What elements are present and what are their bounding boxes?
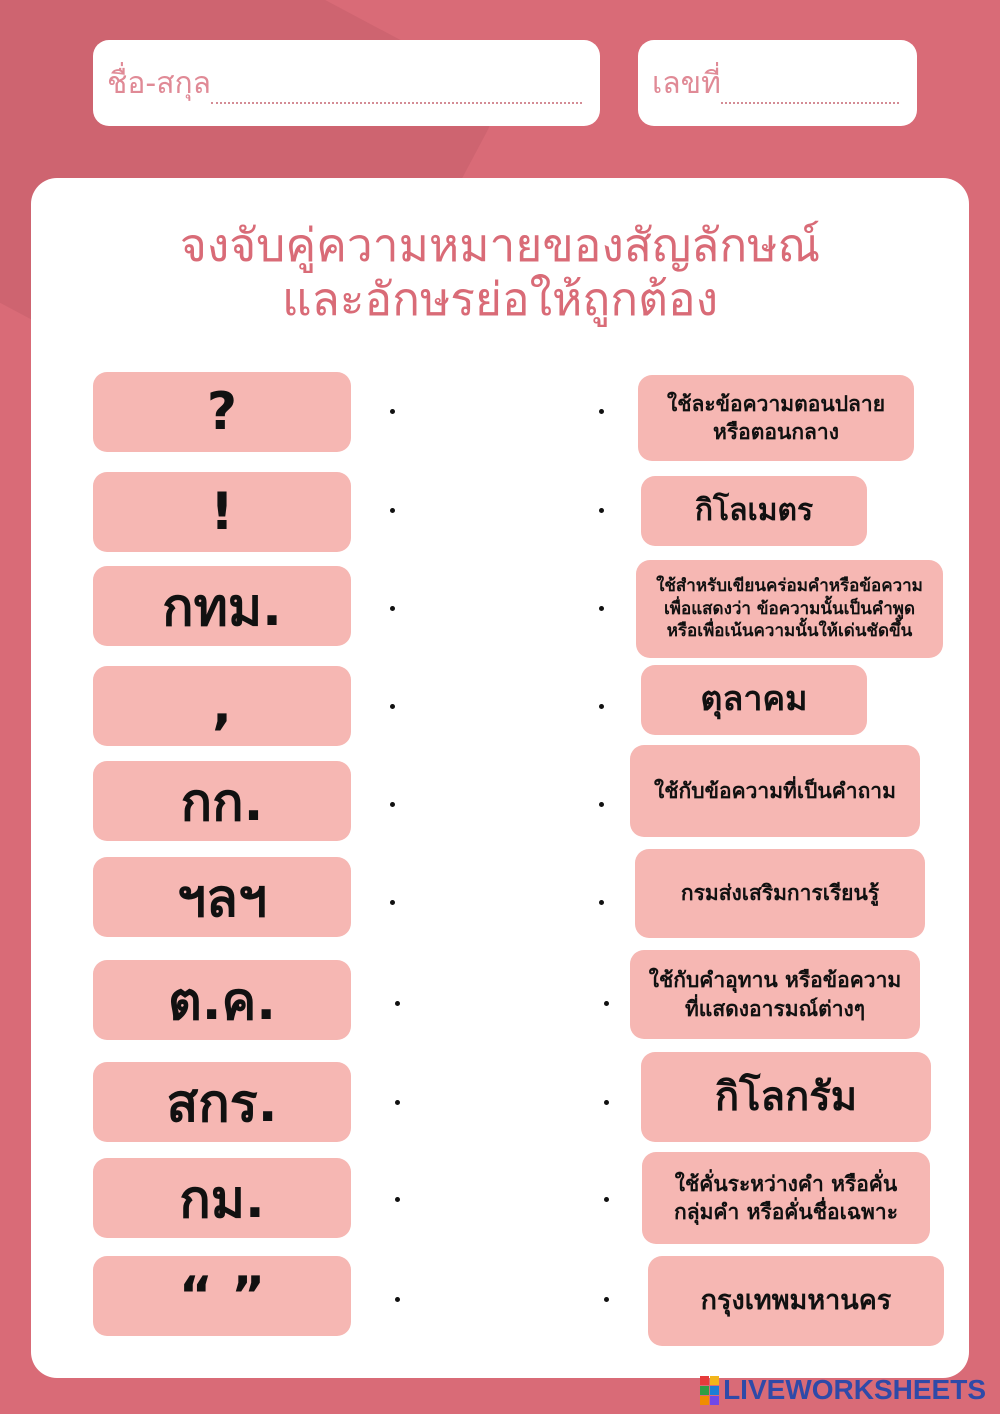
right-item: ใช้กับข้อความที่เป็นคำถาม (630, 745, 920, 837)
left-match-dot[interactable] (390, 900, 395, 905)
left-match-dot[interactable] (390, 606, 395, 611)
brand-text: LIVEWORKSHEETS (723, 1374, 986, 1405)
left-item: , (93, 666, 351, 746)
name-field[interactable] (93, 40, 600, 126)
right-item-line: เพื่อแสดงว่า ข้อความนั้นเป็นคำพูด (663, 598, 916, 619)
left-match-dot[interactable] (395, 1001, 400, 1006)
right-item-line: ที่แสดงอารมณ์ต่างๆ (684, 996, 866, 1021)
liveworksheets-icon (700, 1376, 719, 1405)
right-item (636, 560, 943, 658)
left-item: กก. (93, 761, 351, 841)
right-match-dot[interactable] (599, 704, 604, 709)
left-item: ? (93, 372, 351, 452)
page-title (0, 218, 1000, 326)
right-match-dot[interactable] (604, 1001, 609, 1006)
left-item: “ ” (93, 1256, 351, 1336)
left-match-dot[interactable] (395, 1197, 400, 1202)
name-dotted-line (211, 80, 582, 104)
left-item: กทม. (93, 566, 351, 646)
left-item: กม. (93, 1158, 351, 1238)
right-item (630, 950, 920, 1039)
left-match-dot[interactable] (395, 1100, 400, 1105)
number-field[interactable] (638, 40, 917, 126)
number-label: เลขที่ (652, 65, 721, 101)
title-line-1: จงจับคู่ความหมายของสัญลักษณ์ (179, 218, 821, 272)
right-item (638, 375, 914, 461)
right-item (642, 1152, 930, 1244)
left-match-dot[interactable] (390, 508, 395, 513)
right-item: กรมส่งเสริมการเรียนรู้ (635, 849, 925, 938)
title-line-2: และอักษรย่อให้ถูกต้อง (281, 272, 719, 326)
right-item-line: ใช้กับคำอุทาน หรือข้อความ (648, 968, 902, 993)
left-item: ! (93, 472, 351, 552)
liveworksheets-logo (700, 1374, 986, 1406)
left-match-dot[interactable] (390, 409, 395, 414)
left-item: ต.ค. (93, 960, 351, 1040)
name-label: ชื่อ-สกุล (107, 65, 212, 101)
right-item-line: หรือตอนกลาง (713, 420, 839, 444)
right-match-dot[interactable] (599, 409, 604, 414)
left-match-dot[interactable] (390, 704, 395, 709)
right-match-dot[interactable] (599, 606, 604, 611)
right-item: กิโลกรัม (641, 1052, 931, 1142)
left-item: สกร. (93, 1062, 351, 1142)
left-item: ฯลฯ (93, 857, 351, 937)
right-item: กรุงเทพมหานคร (648, 1256, 944, 1346)
right-item-line: ใช้สำหรับเขียนคร่อมคำหรือข้อความ (656, 575, 923, 596)
right-item-line: หรือเพื่อเน้นความนั้นให้เด่นชัดขึ้น (666, 621, 913, 642)
right-match-dot[interactable] (604, 1100, 609, 1105)
right-item-line: กลุ่มคำ หรือคั่นชื่อเฉพาะ (674, 1200, 898, 1224)
right-match-dot[interactable] (599, 900, 604, 905)
left-match-dot[interactable] (390, 802, 395, 807)
right-item: กิโลเมตร (641, 476, 867, 546)
right-item-line: ใช้คั่นระหว่างคำ หรือคั่น (674, 1171, 898, 1196)
right-match-dot[interactable] (599, 508, 604, 513)
right-item-line: ใช้ละข้อความตอนปลาย (667, 391, 885, 416)
right-match-dot[interactable] (599, 802, 604, 807)
left-match-dot[interactable] (395, 1297, 400, 1302)
right-match-dot[interactable] (604, 1197, 609, 1202)
right-item: ตุลาคม (641, 665, 867, 735)
number-dotted-line (721, 80, 899, 104)
right-match-dot[interactable] (604, 1297, 609, 1302)
